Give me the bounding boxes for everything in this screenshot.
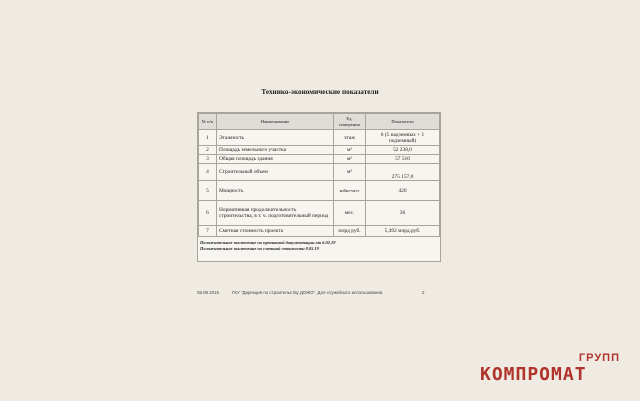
table-row — [199, 164, 440, 181]
note-estimate: Положительное заключение по сметной стоимости 8.05.19 — [200, 246, 319, 251]
row-value: 420 — [366, 181, 440, 201]
row-unit: койко-мест — [334, 181, 366, 201]
table-header-row — [199, 114, 440, 130]
note-project: Положительное заключение по проектной документации от 6.02.19 — [200, 240, 336, 245]
row-name: Строительный объем — [217, 164, 334, 181]
table-row — [199, 155, 440, 164]
row-value: 57 510 — [366, 155, 440, 164]
watermark-top: ГРУПП — [578, 352, 620, 364]
row-number: 4 — [199, 164, 217, 181]
row-number: 7 — [199, 226, 217, 237]
row-value: 52 238,0 — [366, 146, 440, 155]
row-number: 2 — [199, 146, 217, 155]
row-name: Мощность — [217, 181, 334, 201]
header-name: Наименование — [217, 114, 334, 130]
row-value: 275 157,0 — [366, 164, 440, 181]
row-unit: мес. — [334, 201, 366, 226]
row-name: Сметная стоимость проекта — [217, 226, 334, 237]
document-title: Технико-экономические показатели — [261, 88, 379, 96]
indicators-table — [197, 112, 441, 262]
row-value: 6 (5 надземных + 1 подземный) — [366, 130, 440, 146]
watermark-main: КОМПРОМАТ — [480, 364, 587, 385]
row-number: 6 — [199, 201, 217, 226]
table-row — [199, 181, 440, 201]
row-unit: этаж — [334, 130, 366, 146]
row-value: 36 — [366, 201, 440, 226]
row-name: Площадь земельного участка — [217, 146, 334, 155]
header-unit: Ед. измерения — [334, 114, 366, 130]
page-number: 2 — [422, 290, 425, 295]
footer-date: 08.08.2019 — [197, 290, 219, 295]
row-name: Этажность — [217, 130, 334, 146]
row-number: 3 — [199, 155, 217, 164]
row-number: 1 — [199, 130, 217, 146]
row-unit: млрд руб. — [334, 226, 366, 237]
row-unit: м² — [334, 155, 366, 164]
row-unit: м² — [334, 146, 366, 155]
table-notes — [198, 237, 440, 255]
row-value: 5,492 млрд.руб. — [366, 226, 440, 237]
table-row — [199, 226, 440, 237]
row-name: Общая площадь здания — [217, 155, 334, 164]
table-row — [199, 130, 440, 146]
row-name: Нормативная продолжительность строительства, в т. ч. подготовительный период — [217, 201, 334, 226]
row-number: 5 — [199, 181, 217, 201]
header-value: Показатели — [366, 114, 440, 130]
watermark-logo — [480, 352, 630, 386]
header-number: № п/п — [199, 114, 217, 130]
row-unit: м³ — [334, 164, 366, 181]
table-row — [199, 201, 440, 226]
footer-org: ГКУ "Дирекция по строительству ДОЖО". Для служебного использования. — [232, 290, 384, 295]
table-row — [199, 146, 440, 155]
